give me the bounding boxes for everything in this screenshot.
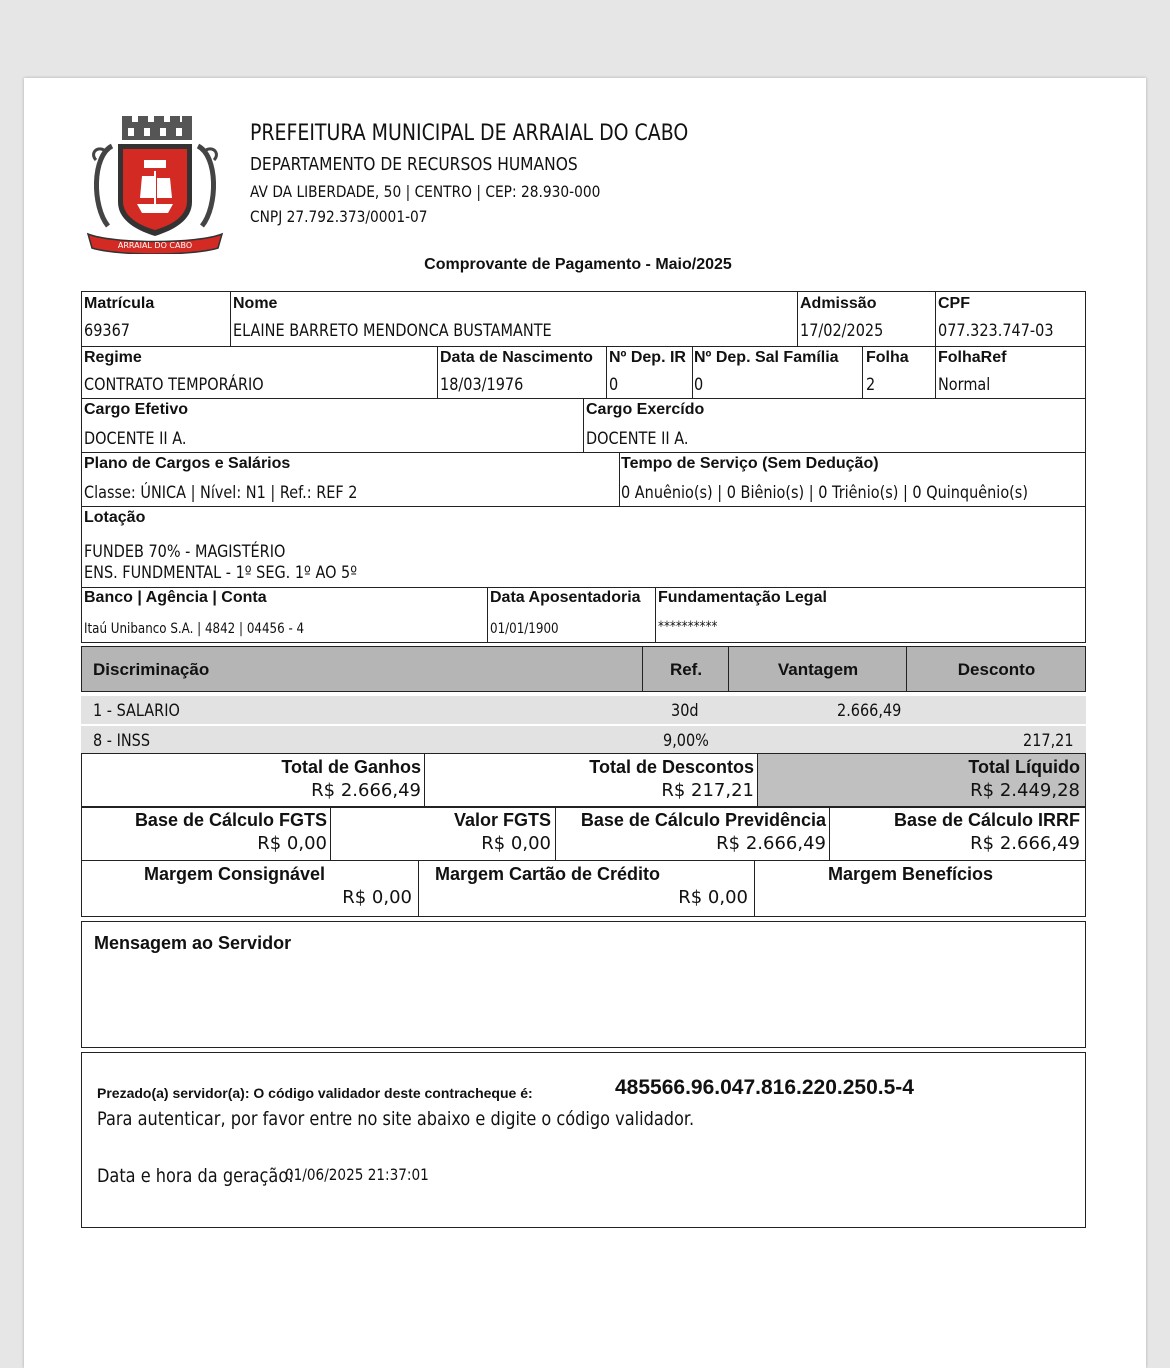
- row-1-ref: 30d: [671, 701, 699, 721]
- geracao-label: Data e hora da geração:: [97, 1165, 294, 1187]
- document-title: Comprovante de Pagamento - Maio/2025: [424, 256, 732, 273]
- lotacao-line-2: ENS. FUNDMENTAL - 1º SEG. 1º AO 5º: [84, 563, 358, 583]
- org-name: PREFEITURA MUNICIPAL DE ARRAIAL DO CABO: [250, 121, 689, 146]
- cargo-exercido-label: Cargo Exercído: [586, 401, 705, 418]
- aposentadoria-label: Data Aposentadoria: [490, 589, 641, 606]
- col-header-vantagem: Vantagem: [777, 660, 859, 679]
- table-row: [81, 696, 1086, 724]
- dep-sal-familia-label: Nº Dep. Sal Família: [694, 349, 839, 366]
- row-2-ref: 9,00%: [663, 731, 709, 751]
- valor-fgts-label: Valor FGTS: [453, 810, 551, 830]
- valor-fgts-value: R$ 0,00: [481, 833, 551, 854]
- col-header-ref: Ref.: [669, 660, 703, 679]
- margem-beneficios-label: Margem Benefícios: [828, 864, 994, 884]
- base-previdencia-label: Base de Cálculo Previdência: [580, 810, 826, 830]
- fundamentacao-value: **********: [658, 619, 718, 635]
- validacao-box: [81, 1052, 1086, 1228]
- cnpj: CNPJ 27.792.373/0001-07: [250, 207, 428, 226]
- cpf-label: CPF: [938, 295, 970, 312]
- total-liquido-label: Total Líquido: [968, 757, 1080, 777]
- table-row: [81, 726, 1086, 754]
- row-2-desconto: 217,21: [1023, 731, 1074, 751]
- col-header-discriminacao: Discriminação: [93, 660, 210, 679]
- mensagem-label: Mensagem ao Servidor: [94, 933, 292, 953]
- dep-ir-value: 0: [609, 375, 619, 395]
- nome-label: Nome: [233, 295, 278, 312]
- base-fgts-value: R$ 0,00: [257, 833, 327, 854]
- regime-label: Regime: [84, 349, 142, 366]
- validacao-intro: Prezado(a) servidor(a): O código validador deste contracheque é:: [97, 1085, 533, 1101]
- cargo-efetivo-label: Cargo Efetivo: [84, 401, 189, 418]
- validacao-codigo: 485566.96.047.816.220.250.5-4: [615, 1076, 914, 1099]
- row-1-vantagem: 2.666,49: [837, 701, 902, 721]
- plano-cargos-label: Plano de Cargos e Salários: [84, 455, 291, 472]
- tempo-servico-value: 0 Anuênio(s) | 0 Biênio(s) | 0 Triênio(s) | 0 Quinquênio(s): [621, 483, 1028, 503]
- admissao-label: Admissão: [800, 295, 877, 312]
- margem-consignavel-value: R$ 0,00: [342, 887, 412, 908]
- folha-value: 2: [866, 375, 876, 395]
- nascimento-value: 18/03/1976: [440, 375, 524, 395]
- folharef-label: FolhaRef: [938, 349, 1007, 366]
- lotacao-label: Lotação: [84, 509, 146, 526]
- base-previdencia-value: R$ 2.666,49: [716, 833, 826, 854]
- geracao-value: 01/06/2025 21:37:01: [285, 1165, 429, 1184]
- admissao-value: 17/02/2025: [800, 321, 884, 341]
- cargo-efetivo-value: DOCENTE II A.: [84, 429, 187, 449]
- total-ganhos-label: Total de Ganhos: [281, 757, 421, 777]
- folharef-value: Normal: [938, 375, 991, 395]
- base-irrf-label: Base de Cálculo IRRF: [893, 810, 1080, 830]
- dep-ir-label: Nº Dep. IR: [609, 349, 686, 366]
- tempo-servico-label: Tempo de Serviço (Sem Dedução): [621, 455, 879, 472]
- department-name: DEPARTAMENTO DE RECURSOS HUMANOS: [250, 154, 578, 175]
- folha-label: Folha: [866, 349, 909, 366]
- row-1-discriminacao: 1 - SALARIO: [93, 701, 180, 721]
- total-descontos-value: R$ 217,21: [661, 780, 754, 801]
- margem-cartao-value: R$ 0,00: [678, 887, 748, 908]
- fundamentacao-label: Fundamentação Legal: [658, 589, 827, 606]
- aposentadoria-value: 01/01/1900: [490, 621, 559, 637]
- payslip-page: [24, 78, 1146, 1368]
- total-descontos-label: Total de Descontos: [589, 757, 754, 777]
- banco-value: Itaú Unibanco S.A. | 4842 | 04456 - 4: [84, 621, 305, 637]
- base-irrf-value: R$ 2.666,49: [970, 833, 1080, 854]
- total-ganhos-value: R$ 2.666,49: [311, 780, 421, 801]
- matricula-value: 69367: [84, 321, 130, 341]
- regime-value: CONTRATO TEMPORÁRIO: [84, 375, 264, 395]
- municipal-crest-logo: [82, 116, 228, 254]
- validacao-instrucao: Para autenticar, por favor entre no site abaixo e digite o código validador.: [97, 1108, 695, 1130]
- margem-cartao-label: Margem Cartão de Crédito: [435, 864, 661, 884]
- crest-banner-text: ARRAIAL DO CABO: [117, 241, 193, 250]
- nome-value: ELAINE BARRETO MENDONCA BUSTAMANTE: [233, 321, 552, 341]
- address: AV DA LIBERDADE, 50 | CENTRO | CEP: 28.930-000: [250, 182, 601, 201]
- col-header-desconto: Desconto: [957, 660, 1036, 679]
- margem-consignavel-label: Margem Consignável: [144, 864, 326, 884]
- banco-label: Banco | Agência | Conta: [84, 589, 267, 606]
- nascimento-label: Data de Nascimento: [440, 349, 593, 366]
- total-liquido-value: R$ 2.449,28: [970, 780, 1080, 801]
- plano-cargos-value: Classe: ÚNICA | Nível: N1 | Ref.: REF 2: [84, 483, 358, 503]
- matricula-label: Matrícula: [84, 295, 155, 312]
- row-2-discriminacao: 8 - INSS: [93, 731, 151, 751]
- lotacao-line-1: FUNDEB 70% - MAGISTÉRIO: [84, 542, 286, 562]
- dep-sal-familia-value: 0: [694, 375, 704, 395]
- cargo-exercido-value: DOCENTE II A.: [586, 429, 689, 449]
- base-fgts-label: Base de Cálculo FGTS: [134, 810, 327, 830]
- cpf-value: 077.323.747-03: [938, 321, 1054, 341]
